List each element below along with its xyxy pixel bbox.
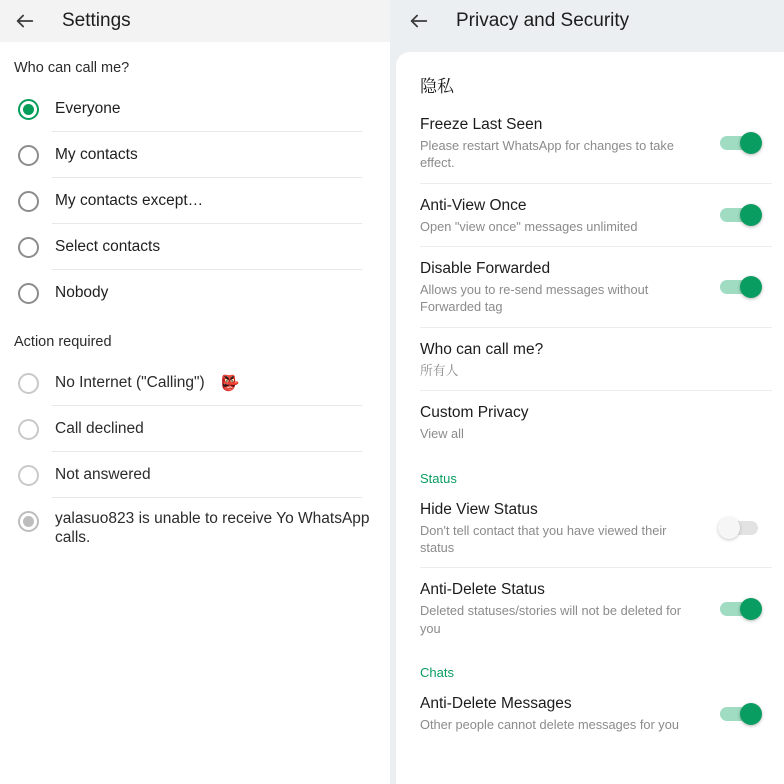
back-arrow-icon[interactable] (14, 10, 36, 32)
setting-subtitle: Allows you to re-send messages without Forwarded tag (420, 282, 649, 315)
toggle-anti-view-once[interactable] (718, 204, 762, 226)
radio-label: Not answered (55, 466, 151, 484)
setting-title: Disable Forwarded (420, 260, 551, 278)
radio-option-unable-to-receive[interactable] (0, 498, 390, 556)
radio-label: My contacts (55, 146, 138, 164)
setting-subtitle: Open "view once" messages unlimited (420, 218, 638, 234)
radio-option-nobody[interactable] (0, 270, 390, 316)
radio-label: No Internet ("Calling") (55, 374, 205, 392)
toggle-knob (740, 132, 762, 154)
setting-row-freeze-last-seen[interactable] (396, 103, 784, 184)
radio-indicator[interactable] (18, 283, 39, 304)
radio-option-no-internet[interactable] (0, 360, 390, 406)
radio-label: yalasuo823 is unable to receive Yo WhatsApp calls. (55, 510, 370, 547)
setting-row-anti-delete-messages[interactable] (396, 682, 784, 745)
privacy-header (390, 0, 784, 42)
toggle-knob (740, 204, 762, 226)
radio-label: Everyone (55, 100, 121, 118)
radio-label: Nobody (55, 284, 109, 302)
toggle-disable-forwarded[interactable] (718, 276, 762, 298)
radio-label: Call declined (55, 420, 144, 438)
page-title: Privacy and Security (456, 10, 630, 31)
setting-title: Who can call me? (420, 340, 544, 358)
privacy-card (396, 52, 784, 784)
toggle-anti-delete-status[interactable] (718, 598, 762, 620)
radio-indicator[interactable] (18, 511, 39, 532)
setting-title: Hide View Status (420, 500, 538, 518)
group-label-status: Status (420, 470, 457, 486)
privacy-panel (390, 0, 784, 784)
ghost-emoji-icon: 👺 (220, 375, 240, 392)
page-title: Settings (62, 10, 131, 31)
group-label-chats: Chats (420, 664, 454, 680)
radio-option-my-contacts-except[interactable] (0, 178, 390, 224)
radio-label: My contacts except… (55, 192, 204, 210)
toggle-knob (718, 517, 740, 539)
radio-indicator[interactable] (18, 191, 39, 212)
section-label-action-required: Action required (14, 334, 112, 350)
radio-indicator[interactable] (18, 465, 39, 486)
settings-header (0, 0, 390, 42)
radio-option-not-answered[interactable] (0, 452, 390, 498)
radio-option-my-contacts[interactable] (0, 132, 390, 178)
setting-title: Anti-Delete Status (420, 581, 545, 599)
setting-title: Custom Privacy (420, 404, 529, 422)
setting-title: Anti-Delete Messages (420, 694, 572, 712)
setting-row-custom-privacy[interactable] (396, 391, 784, 454)
setting-subtitle: Please restart WhatsApp for changes to take effect. (420, 138, 674, 171)
toggle-freeze-last-seen[interactable] (718, 132, 762, 154)
radio-indicator[interactable] (18, 145, 39, 166)
toggle-knob (740, 276, 762, 298)
setting-row-disable-forwarded[interactable] (396, 247, 784, 328)
card-heading: 隐私 (420, 77, 454, 96)
setting-subtitle: Don't tell contact that you have viewed their status (420, 522, 667, 555)
setting-subtitle: Deleted statuses/stories will not be deleted for you (420, 603, 682, 636)
setting-title: Anti-View Once (420, 196, 527, 214)
setting-row-who-can-call-me[interactable] (396, 328, 784, 391)
setting-title: Freeze Last Seen (420, 116, 543, 133)
section-label-who-can-call: Who can call me? (14, 60, 130, 76)
setting-row-anti-delete-status[interactable] (396, 568, 784, 649)
toggle-knob (740, 598, 762, 620)
setting-row-anti-view-once[interactable] (396, 184, 784, 247)
radio-indicator[interactable] (18, 99, 39, 120)
toggle-knob (740, 703, 762, 725)
settings-body (0, 42, 390, 556)
radio-label: Select contacts (55, 238, 161, 256)
radio-indicator[interactable] (18, 419, 39, 440)
setting-subtitle: Other people cannot delete messages for you (420, 717, 679, 733)
radio-option-everyone[interactable] (0, 86, 390, 132)
toggle-hide-view-status[interactable] (718, 517, 762, 539)
back-arrow-icon[interactable] (408, 10, 430, 32)
settings-panel (0, 0, 390, 784)
setting-subtitle: 所有人 (420, 362, 459, 378)
radio-option-select-contacts[interactable] (0, 224, 390, 270)
radio-indicator[interactable] (18, 373, 39, 394)
setting-subtitle: View all (420, 426, 464, 442)
toggle-anti-delete-messages[interactable] (718, 703, 762, 725)
radio-option-call-declined[interactable] (0, 406, 390, 452)
setting-row-hide-view-status[interactable] (396, 488, 784, 569)
radio-indicator[interactable] (18, 237, 39, 258)
